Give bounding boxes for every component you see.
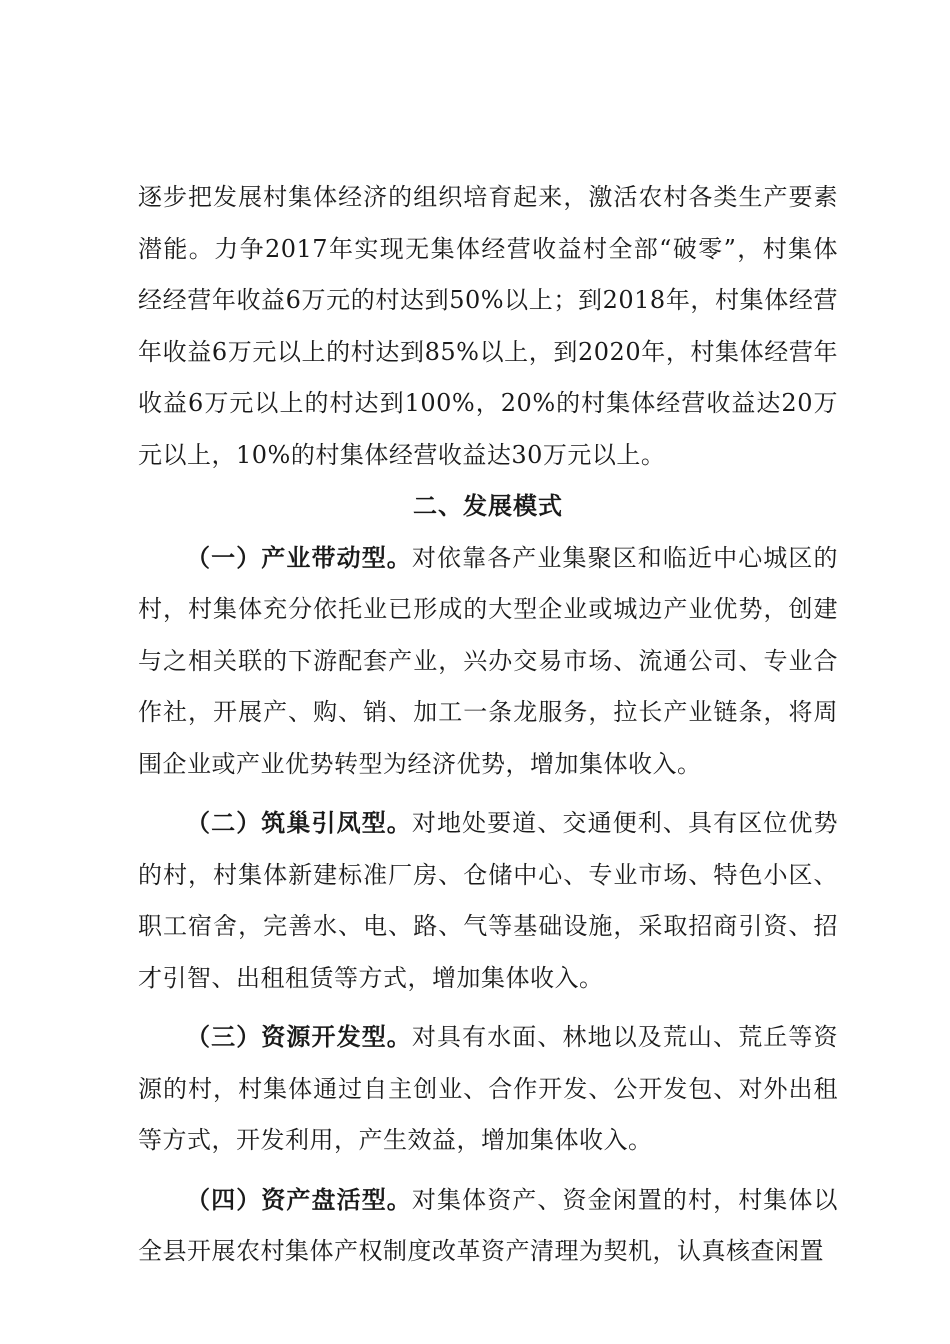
model-paragraph-3: [138, 1012, 838, 1167]
model-text-4: 对集体资产、资金闲置的村，村集体以全县开展农村集体产权制度改革资产清理为契机，认真核查闲置: [138, 1185, 839, 1265]
section-heading: 二、发展模式: [413, 492, 563, 520]
model-paragraph-4: [138, 1175, 838, 1278]
model-lead-3: （三）资源开发型。: [186, 1023, 412, 1051]
model-text-1: 对依靠各产业集聚区和临近中心城区的村，村集体充分依托业已形成的大型企业或城边产业优势，创建与之相关联的下游配套产业，兴办交易市场、流通公司、专业合作社，开展产、购、销、加工一条龙服务，拉长产业链条，将周围企业或产业优势转型为经济优势，增加集体收入。: [138, 543, 839, 778]
model-lead-1: （一）产业带动型。: [186, 543, 412, 572]
model-paragraph-2: [138, 798, 838, 1004]
model-text-3: 对具有水面、林地以及荒山、荒丘等资源的村，村集体通过自主创业、合作开发、公开发包、对外出租等方式，开发利用，产生效益，增加集体收入。: [138, 1023, 839, 1154]
document-page: [138, 172, 838, 1278]
model-text-2: 对地处要道、交通便利、具有区位优势的村，村集体新建标准厂房、仓储中心、专业市场、特色小区、职工宿舍，完善水、电、路、气等基础设施，采取招商引资、招才引智、出租租赁等方式，增加集体收入。: [138, 809, 839, 992]
model-lead-4: （四）资产盘活型。: [186, 1185, 412, 1214]
intro-paragraph: 逐步把发展村集体经济的组织培育起来，激活农村各类生产要素潜能。力争2017年实现无集体经营收益村全部“破零”，村集体经经营年收益6万元的村达到50%以上；到2018年，村集体经营年收益6万元以上的村达到85%以上，到2020年，村集体经营年收益6万元以上的村达到100%，20%的村集体经营收益达20万元以上，10%的村集体经营收益达30万元以上。: [138, 183, 838, 469]
model-lead-2: （二）筑巢引凤型。: [186, 809, 412, 837]
model-paragraph-1: [138, 533, 838, 791]
